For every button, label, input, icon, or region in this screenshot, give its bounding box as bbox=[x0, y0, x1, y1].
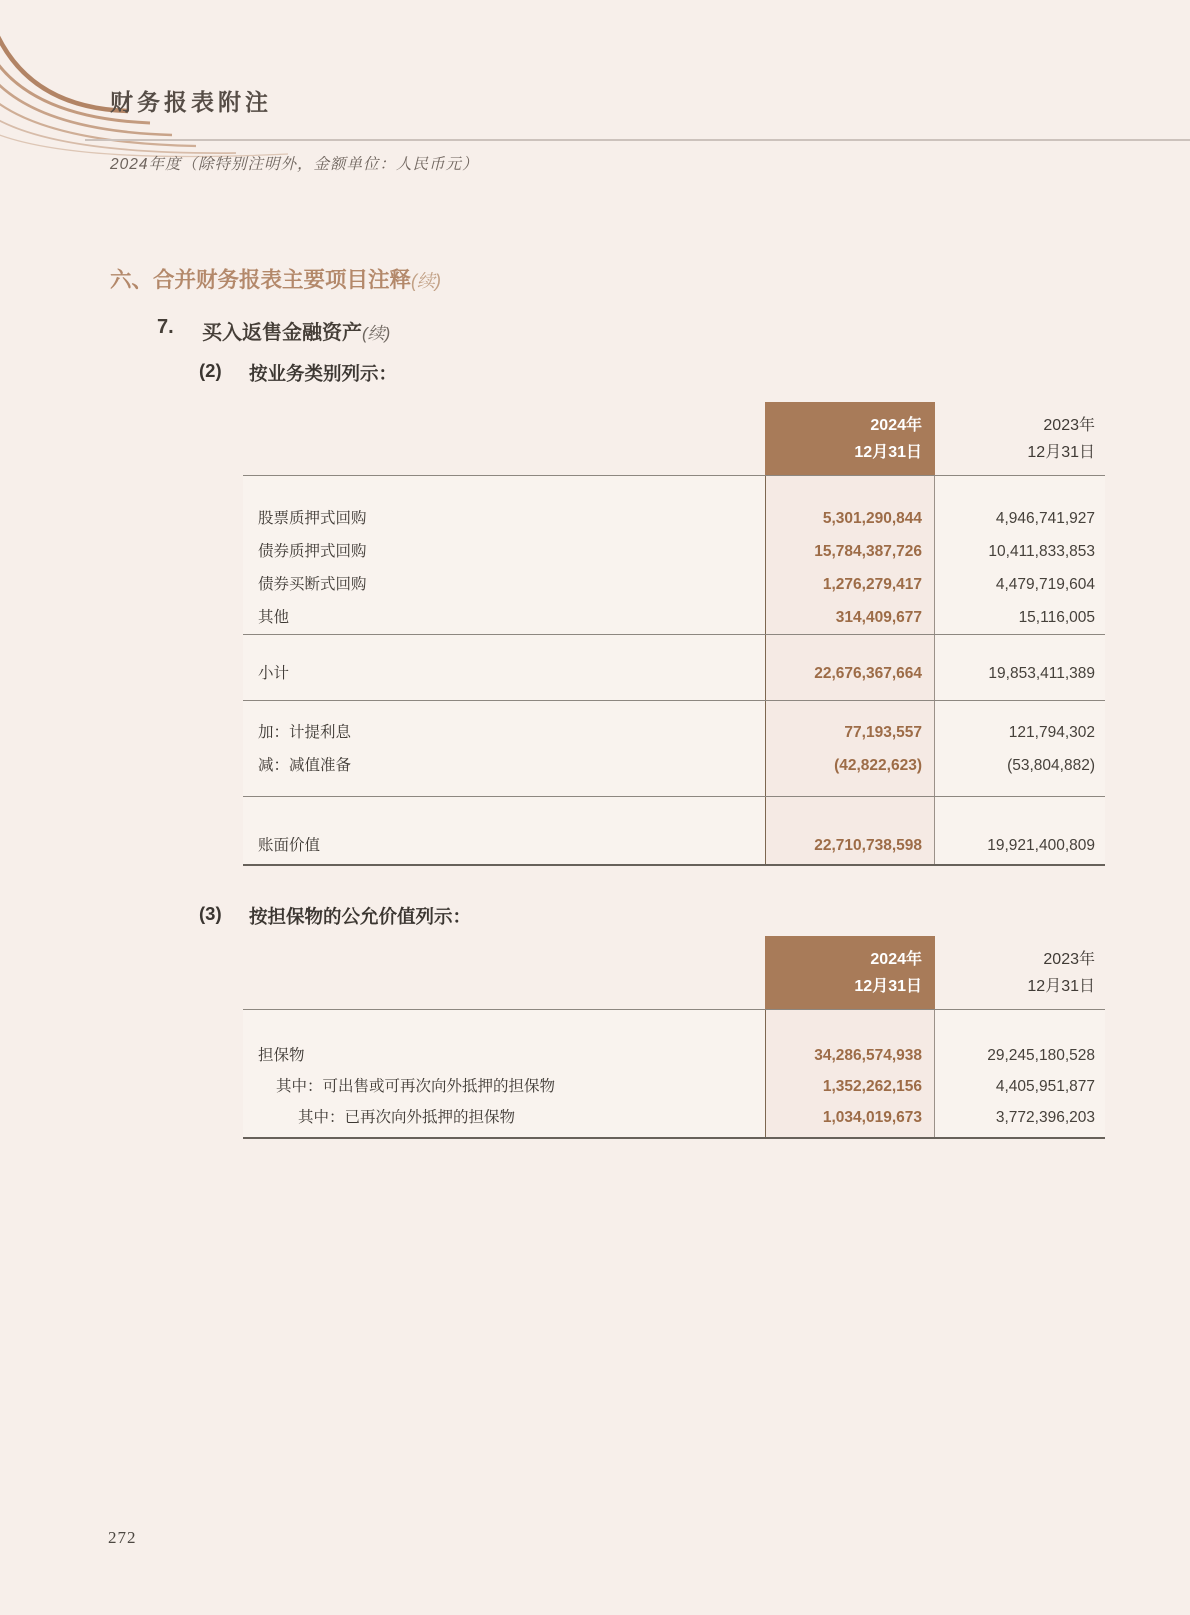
item-7-number: 7. bbox=[157, 316, 174, 338]
value-2024: 1,034,019,673 bbox=[822, 1109, 922, 1126]
header-spacer bbox=[243, 402, 765, 475]
value-2024: (42,822,623) bbox=[834, 757, 922, 774]
header-rule bbox=[85, 139, 1190, 141]
column-header-2024 bbox=[765, 936, 935, 1009]
item-7-title-text: 买入返售金融资产 bbox=[202, 322, 362, 344]
value-2024: 314,409,677 bbox=[835, 609, 922, 626]
table-by-business bbox=[243, 402, 1105, 866]
value-2023: 19,853,411,389 bbox=[988, 665, 1095, 682]
value-2024: 1,276,279,417 bbox=[822, 576, 922, 593]
table-by-collateral bbox=[243, 936, 1105, 1139]
table-header-row bbox=[243, 402, 1105, 475]
table-row bbox=[243, 535, 1105, 568]
header-spacer bbox=[243, 936, 765, 1009]
column-header-2024-date: 12月31日 bbox=[854, 977, 922, 995]
row-label: 账面价值 bbox=[258, 837, 321, 854]
row-label: 债券质押式回购 bbox=[258, 543, 367, 560]
table-group-subtotal bbox=[243, 634, 1105, 700]
subsection-3-title: 按担保物的公允价值列示： bbox=[249, 906, 472, 927]
value-2024: 5,301,290,844 bbox=[822, 510, 922, 527]
subsection-2-number: (2) bbox=[199, 360, 222, 381]
item-7-title bbox=[202, 316, 390, 345]
row-label: 担保物 bbox=[258, 1047, 305, 1064]
table-group-adjustments bbox=[243, 700, 1105, 796]
section-heading bbox=[110, 263, 441, 294]
table-group-carrying-amount bbox=[243, 796, 1105, 864]
value-2023: (53,804,882) bbox=[1007, 757, 1095, 774]
table-row bbox=[243, 568, 1105, 601]
row-label: 小计 bbox=[258, 665, 290, 682]
row-label: 债券买断式回购 bbox=[258, 576, 367, 593]
column-header-2023 bbox=[935, 936, 1105, 1009]
column-header-2024-year: 2024年 bbox=[870, 950, 922, 968]
table-row bbox=[243, 829, 1105, 862]
value-2024: 22,710,738,598 bbox=[814, 837, 922, 854]
table-row bbox=[243, 601, 1105, 634]
value-2024: 22,676,367,664 bbox=[814, 665, 922, 682]
row-label: 其他 bbox=[258, 609, 290, 626]
column-header-2023 bbox=[935, 402, 1105, 475]
row-label: 加：计提利息 bbox=[258, 724, 352, 741]
value-2023: 15,116,005 bbox=[1018, 609, 1095, 626]
table-header-row bbox=[243, 936, 1105, 1009]
column-header-2024-date: 12月31日 bbox=[854, 443, 922, 461]
table-row bbox=[243, 749, 1105, 782]
value-2024: 34,286,574,938 bbox=[814, 1047, 922, 1064]
value-2023: 4,479,719,604 bbox=[995, 576, 1095, 593]
column-header-2023-date: 12月31日 bbox=[1027, 977, 1095, 995]
column-header-2023-year: 2023年 bbox=[1043, 950, 1095, 968]
row-label: 减：减值准备 bbox=[258, 757, 352, 774]
item-7-continued: (续) bbox=[362, 324, 391, 343]
table-row bbox=[243, 1040, 1105, 1071]
value-2023: 10,411,833,853 bbox=[988, 543, 1095, 560]
row-label: 其中：已再次向外抵押的担保物 bbox=[298, 1109, 516, 1126]
table-row bbox=[243, 657, 1105, 690]
section-heading-continued: (续) bbox=[411, 271, 442, 291]
value-2023: 29,245,180,528 bbox=[987, 1047, 1095, 1064]
value-2023: 19,921,400,809 bbox=[987, 837, 1095, 854]
value-2024: 1,352,262,156 bbox=[822, 1078, 922, 1095]
section-heading-text: 六、合并财务报表主要项目注释 bbox=[110, 268, 412, 292]
table-body bbox=[243, 475, 1105, 866]
row-label: 股票质押式回购 bbox=[258, 510, 367, 527]
table-body bbox=[243, 1009, 1105, 1139]
page-number: 272 bbox=[108, 1528, 137, 1547]
page-subtitle: 2024年度（除特别注明外，金额单位：人民币元） bbox=[110, 156, 479, 173]
table-group-collateral bbox=[243, 1010, 1105, 1137]
column-header-2023-date: 12月31日 bbox=[1027, 443, 1095, 461]
value-2024: 15,784,387,726 bbox=[814, 543, 922, 560]
column-header-2024 bbox=[765, 402, 935, 475]
row-label: 其中：可出售或可再次向外抵押的担保物 bbox=[276, 1078, 556, 1095]
table-row bbox=[243, 1071, 1105, 1102]
value-2023: 3,772,396,203 bbox=[995, 1109, 1095, 1126]
value-2023: 4,946,741,927 bbox=[995, 510, 1095, 527]
table-row bbox=[243, 1102, 1105, 1133]
page-title: 财务报表附注 bbox=[110, 90, 272, 115]
column-header-2024-year: 2024年 bbox=[870, 416, 922, 434]
value-2023: 4,405,951,877 bbox=[995, 1078, 1095, 1095]
subsection-2-title: 按业务类别列示： bbox=[249, 363, 398, 384]
table-row bbox=[243, 716, 1105, 749]
table-group-detail bbox=[243, 476, 1105, 634]
subsection-3-number: (3) bbox=[199, 903, 222, 924]
table-row bbox=[243, 502, 1105, 535]
column-header-2023-year: 2023年 bbox=[1043, 416, 1095, 434]
value-2024: 77,193,557 bbox=[844, 724, 922, 741]
value-2023: 121,794,302 bbox=[1008, 724, 1095, 741]
